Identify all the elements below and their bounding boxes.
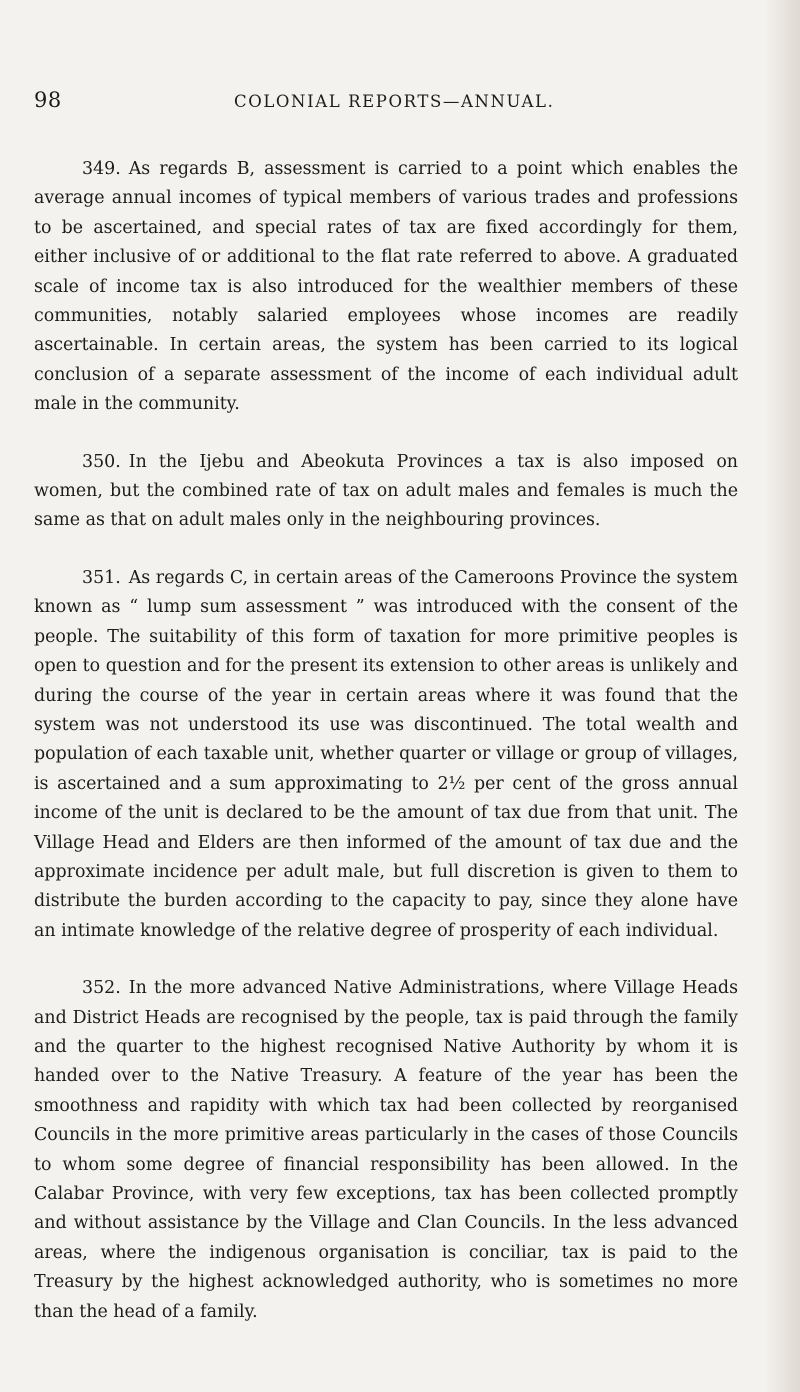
paragraph-text: As regards C, in certain areas of the Cameroons Province the system known as “ lump sum assessment ” was introduced with the consent of the people. The suitability of this form of taxation for more primitive peoples is open to question and for the present its extension to other areas is unlikely and during the course of the year in certain areas where it was found that the system was not understood its use was discontinued. The total wealth and population of each taxable unit, whether quarter or village or group of villages, is ascertained and a sum approximating to 2½ per cent of the gross annual income of the unit is declared to be the amount of tax due from that unit. The Village Head and Elders are then informed of the amount of tax due and the approximate incidence per adult male, but full discretion is given to them to distribute the burden according to the capacity to pay, since they alone have an intimate knowledge of the relative degree of prosperity of each individual. (34, 567, 738, 941)
paragraph-352 (34, 974, 738, 1327)
paragraph-number: 350. (82, 451, 121, 472)
paragraph-text: In the Ijebu and Abeokuta Provinces a tax is also imposed on women, but the combined rate of tax on adult males and females is much the same as that on adult males only in the neighbouring provinces. (34, 451, 738, 531)
page-header (34, 88, 734, 118)
running-title: COLONIAL REPORTS—ANNUAL. (234, 92, 555, 111)
paragraph-text: In the more advanced Native Administrations, where Village Heads and District Heads are recognised by the people, tax is paid through the family and the quarter to the highest recognised Native Authority by whom it is handed over to the Native Treasury. A feature of the year has been the smoothness and rapidity with which tax had been collected by reorganised Councils in the more primitive areas particularly in the cases of those Councils to whom some degree of financial responsibility has been allowed. In the Calabar Province, with very few exceptions, tax has been collected promptly and without assistance by the Village and Clan Councils. In the less advanced areas, where the indigenous organisation is conciliar, tax is paid to the Treasury by the highest acknowledged authority, who is sometimes no more than the head of a family. (34, 978, 738, 1322)
page-number: 98 (34, 88, 62, 112)
paragraph-number: 349. (82, 159, 121, 179)
paragraph-349 (34, 155, 738, 420)
body-text (34, 155, 738, 1355)
paragraph-350 (34, 448, 738, 536)
paragraph-351 (34, 564, 738, 946)
paragraph-number: 352. (82, 978, 121, 999)
paragraph-text: As regards B, assessment is carried to a point which enables the average annual incomes of typical members of various trades and professions to be ascertained, and special rates of tax are fixed accordingly for them, either inclusive of or additional to the flat rate referred to above. A graduated scale of income tax is also introduced for the wealthier members of these communities, notably salaried employees whose incomes are readily ascertainable. In certain areas, the system has been carried to its logical conclusion of a separate assessment of the income of each individual adult male in the community. (34, 159, 738, 415)
paragraph-number: 351. (82, 567, 121, 588)
page-edge-shadow (764, 0, 800, 1392)
